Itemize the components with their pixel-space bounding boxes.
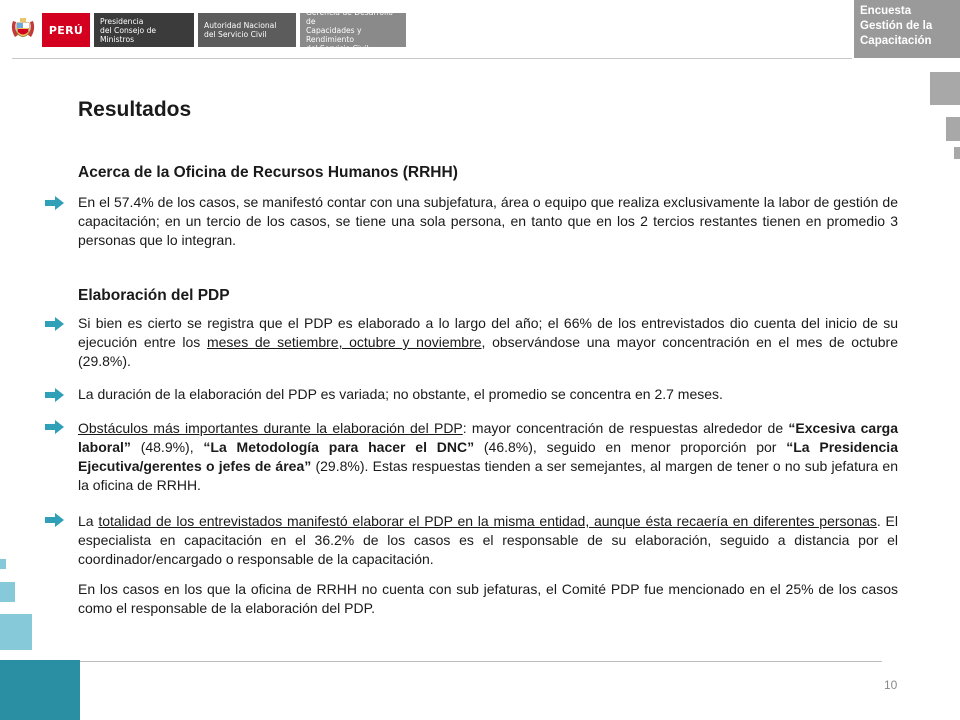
header-logos [10, 7, 406, 53]
paragraph-rrhh: En el 57.4% de los casos, se manifestó contar con una subjefatura, área o equipo que realiza exclusivamente la labor de gestión de capacitación; en un tercio de los casos, se tiene una sola persona, en tanto que en los 2 tercios restantes tienen en promedio 3 personas que lo integran. [78, 194, 898, 248]
paragraph-pdp-obstacles: Obstáculos más importantes durante la elaboración del PDP: mayor concentración de respuestas alrededor de “Excesiva carga laboral” (48.9%), “La Metodología para hacer el DNC” (46.8%), seguido en menor proporción por “La Presidencia Ejecutiva/gerentes o jefes de área” (29.8%). Estas respuestas tienden a ser semejantes, al margen de tener o no sub jefatura en la oficina de RRHH. [78, 420, 898, 493]
survey-title-badge: Encuesta Gestión de la Capacitación [854, 0, 960, 58]
page-title: Resultados [78, 98, 192, 121]
pcm-logo: Presidencia del Consejo de Ministros [94, 13, 194, 47]
paragraph-pdp-duration: La duración de la elaboración del PDP es variada; no obstante, el promedio se concentra en 2.7 meses. [78, 386, 723, 402]
paragraph-pdp-responsible: La totalidad de los entrevistados manifestó elaborar el PDP en la misma entidad, aunque ésta recaería en diferentes personas. El especialista en capacitación en el 36.2% de los casos es el responsable de su elaboración, seguido a distancia por el coordinador/encargado o responsable de la capacitación. [78, 513, 898, 567]
gerencia-logo: Gerencia de Desarrollo de Capacidades y Rendimiento del Servicio Civil [300, 13, 406, 47]
paragraph-pdp-committee: En los casos en los que la oficina de RRHH no cuenta con sub jefaturas, el Comité PDP fue mencionado en el 25% de los casos como el responsable de la elaboración del PDP. [78, 581, 898, 616]
arrow-right-icon [44, 419, 66, 435]
servir-logo: Autoridad Nacional del Servicio Civil [198, 13, 296, 47]
arrow-right-icon [44, 195, 66, 211]
header-divider [12, 58, 852, 59]
arrow-right-icon [44, 316, 66, 332]
decor-block [0, 582, 15, 602]
section-heading-rrhh: Acerca de la Oficina de Recursos Humanos (RRHH) [78, 164, 458, 181]
arrow-right-icon [44, 512, 66, 528]
decor-block [0, 559, 6, 569]
footer-divider [80, 661, 882, 662]
page-number: 10 [884, 678, 898, 692]
decor-square [930, 72, 960, 105]
decor-block [0, 660, 80, 720]
decor-square [946, 117, 960, 141]
decor-square [954, 147, 960, 159]
arrow-right-icon [44, 387, 66, 403]
peru-logo: PERÚ [42, 13, 90, 47]
coat-of-arms-icon [10, 15, 36, 45]
decor-block [0, 614, 32, 650]
paragraph-pdp-start: Si bien es cierto se registra que el PDP es elaborado a lo largo del año; el 66% de los entrevistados dio cuenta del inicio de su ejecución entre los meses de setiembre, octubre y noviembre, observándose una mayor concentración en el mes de octubre (29.8%). [78, 315, 898, 369]
section-heading-pdp: Elaboración del PDP [78, 287, 230, 304]
